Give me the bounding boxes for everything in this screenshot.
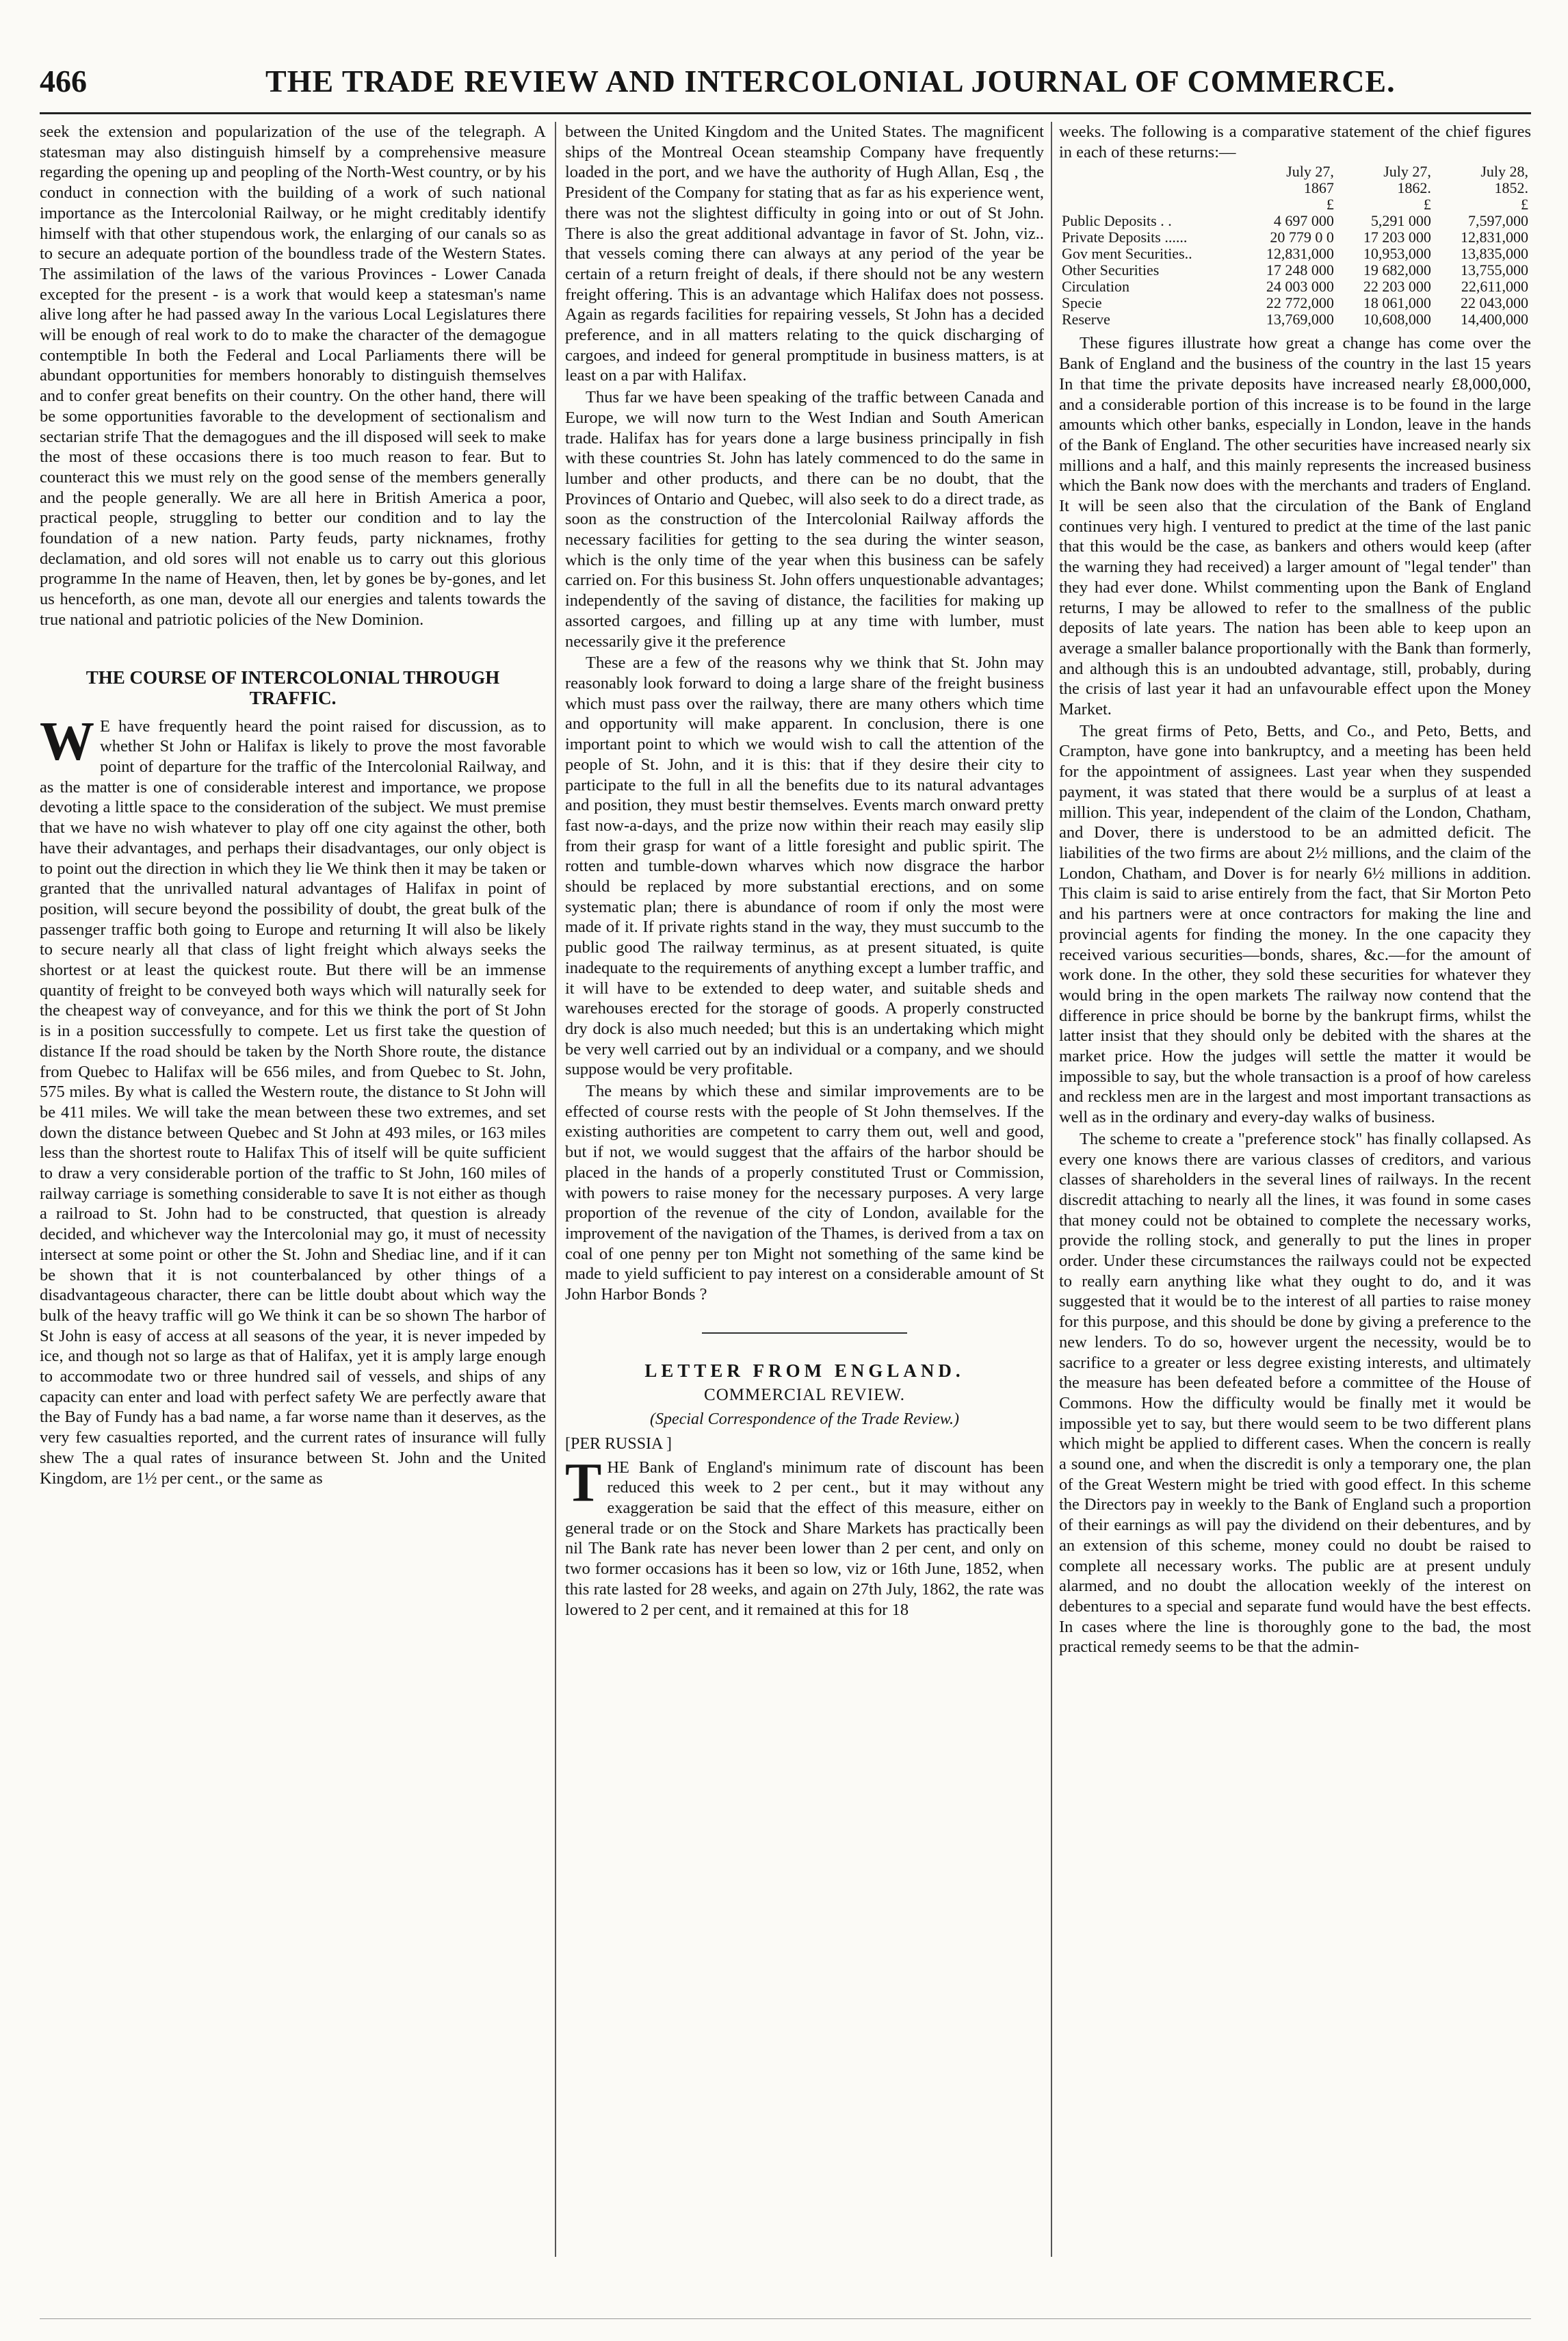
letter-continuation: weeks. The following is a comparative statement of the chief figures in each of these returns:—	[1059, 122, 1531, 161]
table-header-row	[1059, 164, 1531, 213]
column-3	[1059, 122, 1531, 2291]
letter-correspondence-note: (Special Correspondence of the Trade Review.)	[650, 1410, 959, 1429]
table-row: Specie 22 772,000 18 061,000 22 043,000	[1062, 294, 1528, 312]
header-rule	[40, 112, 1531, 114]
article-body: The means by which these and similar improvements are to be effected of course rests with the people of St John themselves. If the existing authorities are competent to carry them out, well and good, but if not, we would suggest that the affairs of the harbor should be placed in the hands of a properly constituted Trust or Commission, with powers to raise money for the necessary purposes. A very large proportion of the revenue of the city of London, available for the improvement of the navigation of the Thames, is derived from a tax on coal of one penny per ton Might not something of the same kind be made to yield sufficient to pay interest on a considerable amount of St John Harbor Bonds ?	[565, 1082, 1044, 1304]
page-header	[40, 63, 1531, 104]
table-header: July 28, 1852. £	[1480, 163, 1528, 214]
letter-title: LETTER FROM ENGLAND.	[644, 1360, 965, 1381]
section-title: THE COURSE OF INTERCOLONIAL THROUGH TRAFFIC.	[86, 667, 500, 708]
letter-byline: [PER RUSSIA ]	[565, 1434, 672, 1453]
letter-body: These figures illustrate how great a change has come over the Bank of England and the business of the country in the last 15 years In that time the private deposits have increased nearly £8,000,000, and a considerable portion of this increase is to be found in the large amounts which other banks, especially in London, leave in the hands of the Bank of England. The other securities have increased nearly six millions and a half, and this mainly represents the increased business which the Bank now does with the merchants and traders of England. It will be seen also that the circulation of the Bank of England continues very high. I ventured to predict at the time of the last panic that this would be the case, as bankers and others would keep (after the warning they had received) a larger amount of "legal tender" than they had ever done. Whilst commenting upon the Bank of England returns, I may be allowed to refer to the smallness of the public deposits of late years. The nation has been able to keep upon an average a smaller balance proportionally with the Bank than formerly, and although this is an undoubted advantage, still, probably, during the crisis of last year it had an unfavourable effect upon the Money Market.	[1059, 334, 1531, 719]
table-row: Gov ment Securities.. 12,831,000 10,953,000 13,835,000	[1062, 245, 1528, 263]
footer-rule	[40, 2318, 1531, 2319]
column-divider	[1051, 122, 1052, 2257]
page-number: 466	[40, 64, 87, 99]
table-header: July 27, 1867 £	[1286, 163, 1334, 214]
letter-body: The great firms of Peto, Betts, and Co., and Peto, Betts, and Crampton, have gone into bankruptcy, and a meeting has been held for the appointment of assignees. Last year when they suspended payment, it was stated that there would be a surplus of at least a million. This year, independent of the claim of the London, Chatham, and Dover, there is understood to be an admitted deficit. The liabilities of the two firms are about 2½ millions, and the claim of the London, Chatham, and Dover is for nearly 6½ millions in addition. This claim is said to arise entirely from the fact, that Sir Morton Peto and his partners were at once contractors for making the line and provincial agents for finding the money. In the one capacity they received various securities—bonds, shares, &c.—for the amount of work done. In the other, they sold these securities for whatever they would bring in the open markets The railway now contend that the difference in price should be borne by the bankrupt firms, whilst the latter insist that they should only be debited with the shares at the market price. How the judges will settle the matter it would be impossible to say, but the whole transaction is a proof of how careless and reckless men are in the largest and most important transactions as well as in the ordinary and every-day walks of business.	[1059, 721, 1531, 1127]
letter-subtitle: COMMERCIAL REVIEW.	[704, 1386, 905, 1405]
table-row: Public Deposits . . 4 697 000 5,291 000 7,597,000	[1062, 212, 1528, 230]
table-row: Circulation 24 003 000 22 203 000 22,611,000	[1062, 278, 1528, 296]
table-header: July 27, 1862. £	[1383, 163, 1431, 214]
column-2	[565, 122, 1044, 2291]
article-body: Thus far we have been speaking of the traffic between Canada and Europe, we will now turn to the West Indian and South American trade. Halifax has for years done a large business principally in fish with these countries St. John has lately commenced to do the same in lumber and other products, and there can be no doubt, that the Provinces of Ontario and Quebec, will also seek to do a direct trade, as soon as the construction of the Intercolonial Railway affords the necessary facilities for getting to the sea during the winter season, which is the only time of the year when this business can be safely carried on. For this business St. John offers unquestionable advantages; independently of the saving of distance, the facilities for making up assorted cargoes, and filling up at any time with lumber, must necessarily give it the preference	[565, 388, 1044, 651]
column-divider	[555, 122, 556, 2257]
table-row: Private Deposits ...... 20 779 0 0 17 203 000 12,831,000	[1062, 229, 1528, 246]
column-1	[40, 122, 546, 2291]
article-body: These are a few of the reasons why we think that St. John may reasonably look forward to doing a large share of the freight business which must pass over the railway, there are many others which time and opportunity will make apparent. In conclusion, there is one important point to which we would wish to call the attention of the people of St. John, and it is this: that if they desire their city to participate to the full in all the benefits due to its natural advantages and position, they must bestir themselves. Events march onward pretty fast now-a-days, and the prize now within their reach may easily slip from their grasp for want of a little foresight and public spirit. The rotten and tumble-down wharves which now disgrace the harbor should be replaced by more substantial erections, and on some systematic plan; there is abundance of room if only the most were made of it. If private rights stand in the way, they must succumb to the public good The railway terminus, as at present situated, is quite inadequate to the requirements of anything except a lumber traffic, and it will have to be extended to deep water, and suitable sheds and warehouses erected for the storage of goods. A properly constructed dry dock is also much needed; but this is an undertaking which might be very well carried out by an individual or a company, and we should suppose would be very profitable.	[565, 654, 1044, 1079]
table-row: Reserve 13,769,000 10,608,000 14,400,000	[1062, 311, 1528, 328]
article-body: between the United Kingdom and the United States. The magnificent ships of the Montreal Ocean steamship Company have frequently loaded in the port, and we have the authority of Hugh Allan, Esq , the President of the Company for stating that as far as his experience went, there was not the slightest difficulty in going into or out of St John. There is also the great additional advantage in favor of St. John, viz.. that vessels coming there can always at any period of the year be certain of a return freight of deals, if there should not be any western freight offering. This is an advantage which Halifax does not possess. Again as regards facilities for repairing vessels, St John has a decided preference, and in all matters relating to the quick discharging of cargoes, and indeed for general promptitude in business matters, is at least on a par with Halifax.	[565, 122, 1044, 385]
letter-body: The scheme to create a "preference stock" has finally collapsed. As every one knows there are various classes of creditors, and various classes of shareholders in the several lines of railways. In the recent discredit attaching to nearly all the lines, it was found in some cases that money could not be obtained to complete the necessary works, provide the rolling stock, and generally to put the lines in proper order. Under these circumstances the railways could not be expected to really earn anything like what they ought to do, and it was suggested that it would be to the interest of all parties to raise money for this purpose, and this should be done by giving a preference to the new lenders. To do so, however urgent the necessity, would be to sacrifice to a greater or less degree existing interests, and ultimately the measure has been defeated before a committee of the House of Commons. How the difficulty would be finally met it would be impossible yet to say, but there would seem to be two different plans which might be applied to different cases. When the concern is really a sound one, and when the discredit is only a temporary one, the plan of the Great Western might be tried with good effect. In this scheme the Directors pay in weekly to the Bank of England such a proportion of their earnings as will pay the dividend on their debentures, and by an extension of this scheme, money could no doubt be raised to complete all necessary works. The public are at present unduly alarmed, and no doubt the allocation weekly of the interest on debentures to a special and separate fund would have the best effects. In cases where the line is thoroughly gone to the bad, the most practical remedy seems to be that the admin-	[1059, 1129, 1531, 1657]
table-header-blank	[1059, 164, 1240, 213]
section-divider	[702, 1332, 907, 1334]
bank-returns-table	[1059, 164, 1531, 328]
letter-body: THE Bank of England's minimum rate of discount has been reduced this week to 2 per cent., but it may without any exaggeration be said that the effect of this measure, either on general trade or on the Stock and Share Markets has practically been nil The Bank rate has never been lower than 2 per cent, and only on two former occasions has it been so low, viz or 16th June, 1852, when this rate lasted for 28 weeks, and again on 27th July, 1862, the rate was lowered to 2 per cent, and it remained at this for 18	[565, 1452, 1044, 1619]
article-body: WE have frequently heard the point raised for discussion, as to whether St John or Halifax is likely to prove the most favorable point of departure for the traffic of the Intercolonial Railway, and as the matter is one of considerable interest and importance, we propose devoting a little space to the consideration of the subject. We must premise that we have no wish whatever to play off one city against the other, both have their advantages, and perhaps their disadvantages, our only object is to point out the direction in which they lie We think then it may be taken or granted that the unrivalled natural advantages of Halifax in point of position, will secure beyond the possibility of doubt, the great bulk of the passenger traffic both going to Europe and returning It will also be likely to secure nearly all that class of light freight which always seeks the shortest or at least the quickest route. But there will be an immense quantity of freight to be conveyed both ways which will naturally seek for the cheapest way of conveyance, and for this we think the port of St John is in a position successfully to compete. Let us first take the question of distance If the road should be taken by the North Shore route, the distance from Quebec to Halifax will be 656 miles, and from Quebec to St. John, 575 miles. By what is called the Western route, the distance to St John will be 411 miles. We will take the mean between these two extremes, and set down the distance between Quebec and St John at 493 miles, or 163 miles less than the shortest route to Halifax This of itself will be quite sufficient to draw a very considerable portion of the traffic to St John, 160 miles of railway carriage is something considerable to save It is not either as though a railroad to St. John had to be constructed, that question is already decided, and whichever way the Intercolonial may go, it must of necessity intersect at some point or other the St. John and Shediac line, and if it can be shown that it is not counterbalanced by other things of a disadvantageous character, there can be little doubt about which way the bulk of the heavy traffic will go We think it can be so shown The harbor of St John is easy of access at all seasons of the year, it is never impeded by ice, and though not so large as that of Halifax, yet it is amply large enough to accommodate two or three hundred sail of vessels, and ships of any capacity can enter and load with perfect safety We are perfectly aware that the Bay of Fundy has a bad name, a far worse name than it deserves, as the very few casualties reported, and the current rates of insurance will fully shew The a qual rates of insurance between St. John and the United Kingdom, are 1½ per cent., or the same as	[40, 711, 546, 1488]
article-continuation: seek the extension and popularization of the use of the telegraph. A statesman may also distinguish himself by a comprehensive measure regarding the opening up and peopling of the North-West country, or by his conduct in connection with the building of a work of such national importance as the Intercolonial Railway, or he might creditably identify himself with that other stupendous work, the enlarging of our canals so as to secure an adequate portion of the boundless trade of the Western States. The assimilation of the laws of the various Provinces - Lower Canada excepted for the present - is a work that would keep a statesman's name alive long after he had passed away In the various Local Legislatures there will be enough of real work to do to make the character of the demagogue contemptible In both the Federal and Local Parliaments there will be abundant opportunities for members honorably to distinguish themselves and to confer great benefits on their country. On the other hand, there will be some opportunities favorable to the development of sectionalism and sectarian strife That the demagogues and the ill disposed will seek to make the most of these occasions there is too much reason to fear. But to counteract this we must rely on the good sense of the members generally and the people generally. We are all here in British America a poor, practical people, struggling to better our condition and to lay the foundation of a new nation. Party feuds, party nicknames, frothy declamation, and old sores will not enable us to carry out this glorious programme In the name of Heaven, then, let by gones be by-gones, and let us henceforth, as one man, devote all our energies and talents towards the true national and patriotic policies of the New Dominion.	[40, 122, 546, 629]
table-row: Other Securities 17 248 000 19 682,000 13,755,000	[1062, 261, 1528, 279]
journal-title: THE TRADE REVIEW AND INTERCOLONIAL JOURNAL OF COMMERCE.	[265, 64, 1396, 99]
